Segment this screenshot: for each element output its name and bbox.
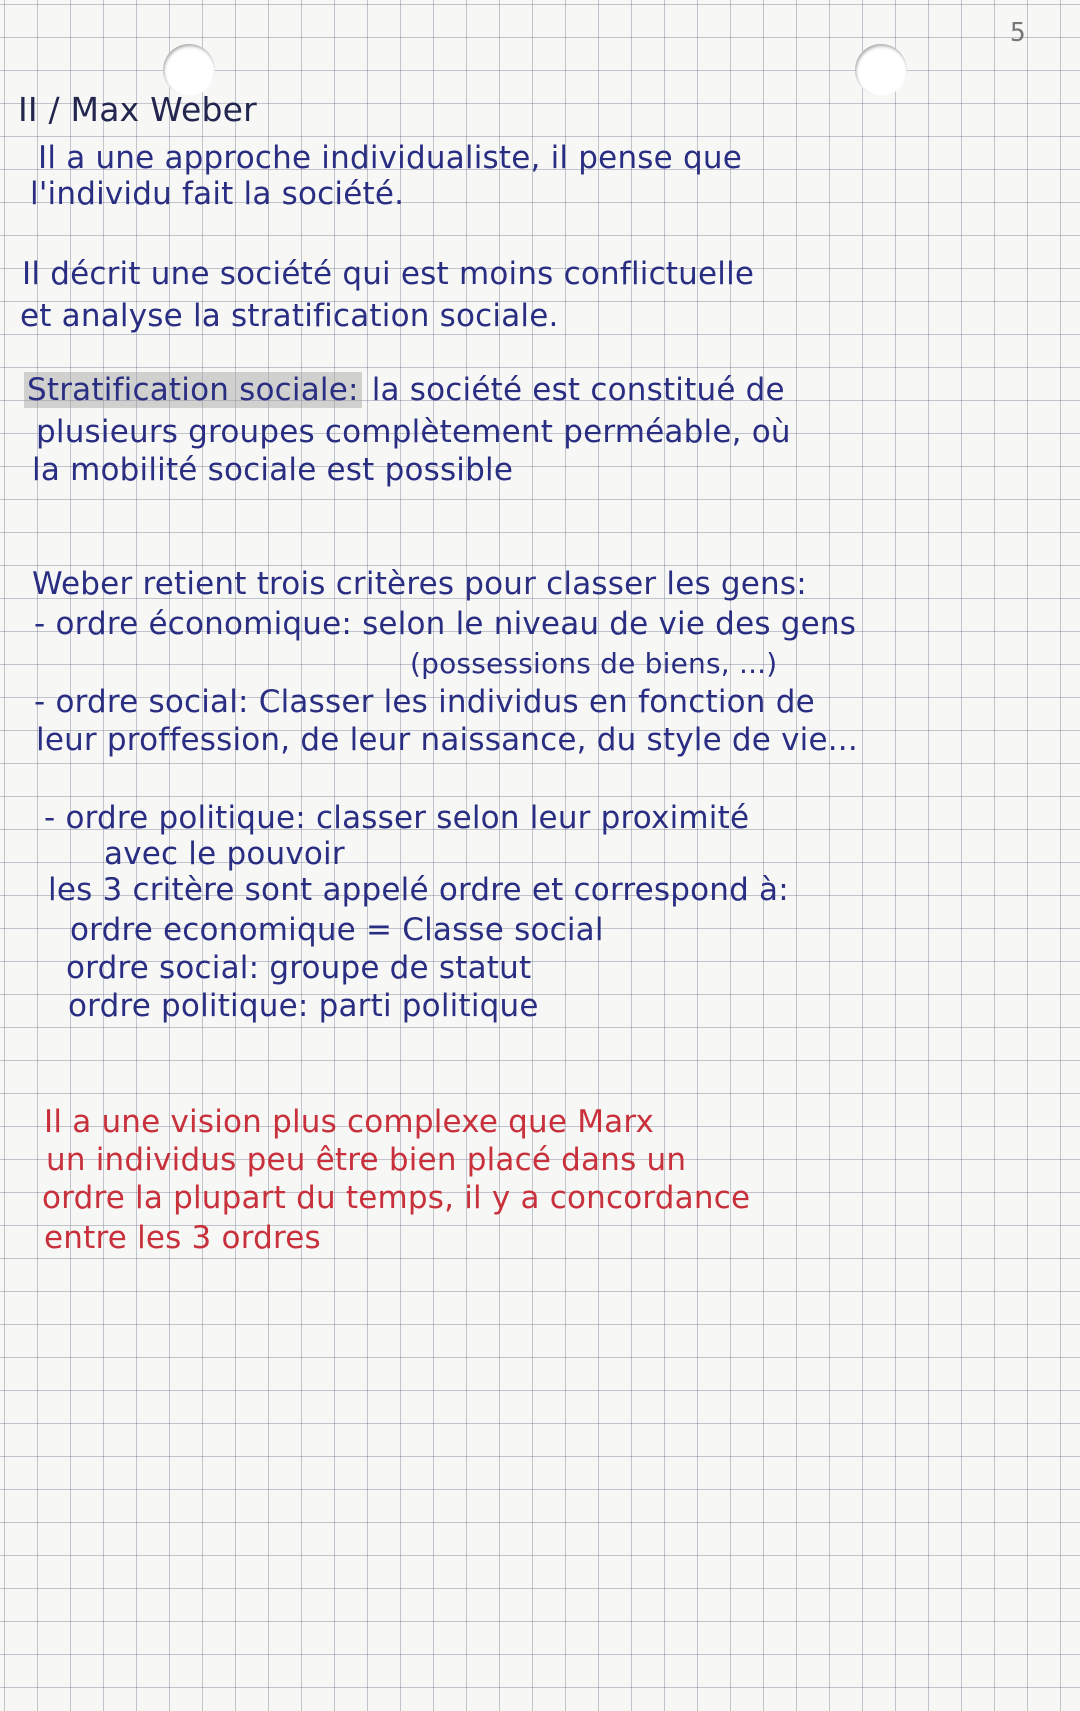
- criteria-economic-2: (possessions de biens, ...): [410, 647, 778, 680]
- definition-line-1: [24, 372, 785, 408]
- section-title: II / Max Weber: [18, 90, 257, 129]
- correspondence-item-3: ordre politique: parti politique: [68, 988, 539, 1024]
- punch-hole-right: [855, 44, 907, 96]
- definition-text: la société est constitué de: [371, 372, 785, 408]
- criteria-political-1: - ordre politique: classer selon leur proximité: [44, 800, 750, 836]
- definition-term: Stratification sociale:: [24, 372, 362, 408]
- definition-line-2: plusieurs groupes complètement perméable, où: [36, 414, 791, 450]
- criteria-intro: Weber retient trois critères pour classer les gens:: [32, 566, 807, 602]
- intro-line-1: Il a une approche individualiste, il pense que: [38, 140, 742, 176]
- conclusion-line-4: entre les 3 ordres: [44, 1220, 321, 1256]
- criteria-political-2: avec le pouvoir: [104, 836, 345, 872]
- correspondence-item-1: ordre economique = Classe social: [70, 912, 604, 948]
- criteria-social-2: leur proffession, de leur naissance, du style de vie...: [36, 722, 858, 758]
- punch-hole-left: [163, 44, 215, 96]
- definition-line-3: la mobilité sociale est possible: [32, 452, 514, 488]
- intro-line-2: l'individu fait la société.: [30, 176, 405, 212]
- conclusion-line-2: un individus peu être bien placé dans un: [46, 1142, 687, 1178]
- page-number: 5: [1010, 18, 1026, 48]
- correspondence-item-2: ordre social: groupe de statut: [66, 950, 532, 986]
- correspondence-intro: les 3 critère sont appelé ordre et correspond à:: [48, 872, 789, 908]
- criteria-economic-1: - ordre économique: selon le niveau de vie des gens: [34, 606, 857, 642]
- description-line-1: Il décrit une société qui est moins conflictuelle: [22, 256, 755, 292]
- criteria-social-1: - ordre social: Classer les individus en fonction de: [34, 684, 815, 720]
- description-line-2: et analyse la stratification sociale.: [20, 298, 559, 334]
- conclusion-line-3: ordre la plupart du temps, il y a concordance: [42, 1180, 751, 1216]
- conclusion-line-1: Il a une vision plus complexe que Marx: [44, 1104, 655, 1140]
